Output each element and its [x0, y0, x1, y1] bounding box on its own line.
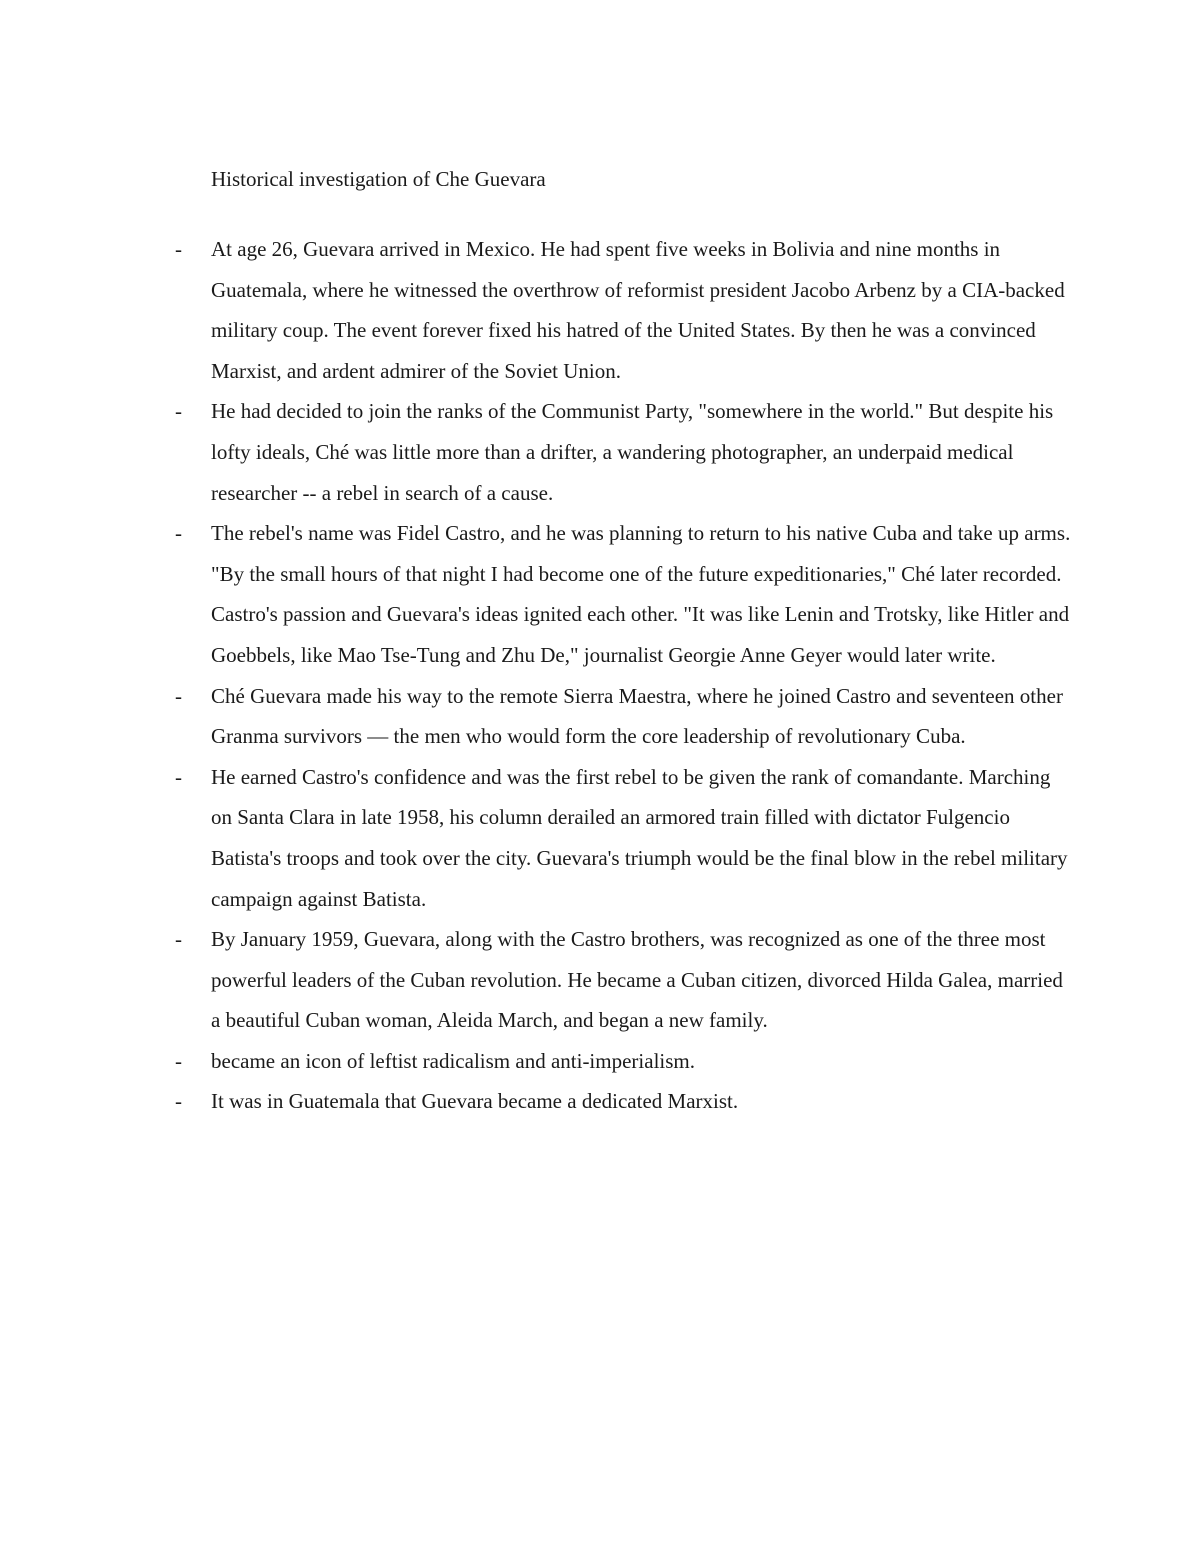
list-item [175, 757, 1071, 919]
bullet-dash: - [175, 237, 182, 261]
list-item [175, 1081, 1071, 1122]
list-item [175, 513, 1071, 675]
bullet-dash: - [175, 764, 182, 789]
list-item-text: Ché Guevara made his way to the remote Sierra Maestra, where he joined Castro and seventeen other Granma survivors — the men who would form the core leadership of revolutionary Cuba. [211, 683, 1063, 749]
list-item [175, 391, 1071, 513]
list-item [175, 1041, 1071, 1082]
bullet-dash: - [175, 683, 182, 708]
bullet-list [175, 229, 1071, 1122]
bullet-dash: - [175, 1089, 182, 1114]
list-item-text: By January 1959, Guevara, along with the Castro brothers, was recognized as one of the three most powerful leaders of the Cuban revolution. He became a Cuban citizen, divorced Hilda Galea, married a beautiful Cuban woman, Aleida March, and began a new family. [211, 927, 1063, 1033]
document-title: Historical investigation of Che Guevara [211, 167, 546, 191]
list-item [175, 919, 1071, 1041]
list-item-text: The rebel's name was Fidel Castro, and he was planning to return to his native Cuba and take up arms. "By the small hours of that night I had become one of the future expeditionaries," Ché later recorded. Castro's passion and Guevara's ideas ignited each other. "It was like Lenin and Trotsky, like Hitler and Goebbels, like Mao Tse-Tung and Zhu De," journalist Georgie Anne Geyer would later write. [211, 521, 1071, 667]
bullet-dash: - [175, 521, 182, 546]
list-item-text: He had decided to join the ranks of the Communist Party, "somewhere in the world." But despite his lofty ideals, Ché was little more than a drifter, a wandering photographer, an underpaid medical researcher -- a rebel in search of a cause. [211, 399, 1054, 505]
list-item-text: At age 26, Guevara arrived in Mexico. He had spent five weeks in Bolivia and nine months in Guatemala, where he witnessed the overthrow of reformist president Jacobo Arbenz by a CIA-backed military coup. The event forever fixed his hatred of the United States. By then he was a convinced Marxist, and ardent admirer of the Soviet Union. [211, 237, 1065, 383]
list-item [175, 676, 1071, 757]
bullet-dash: - [175, 927, 182, 952]
bullet-dash: - [175, 1048, 182, 1073]
list-item-text: He earned Castro's confidence and was the first rebel to be given the rank of comandante. Marching on Santa Clara in late 1958, his column derailed an armored train filled with dictator Fulgencio Batista's troops and took over the city. Guevara's triumph would be the final blow in the rebel military campaign against Batista. [211, 764, 1068, 911]
list-item [175, 229, 1071, 391]
bullet-dash: - [175, 399, 182, 424]
list-item-text: became an icon of leftist radicalism and anti-imperialism. [211, 1048, 695, 1073]
list-item-text: It was in Guatemala that Guevara became a dedicated Marxist. [211, 1089, 739, 1114]
